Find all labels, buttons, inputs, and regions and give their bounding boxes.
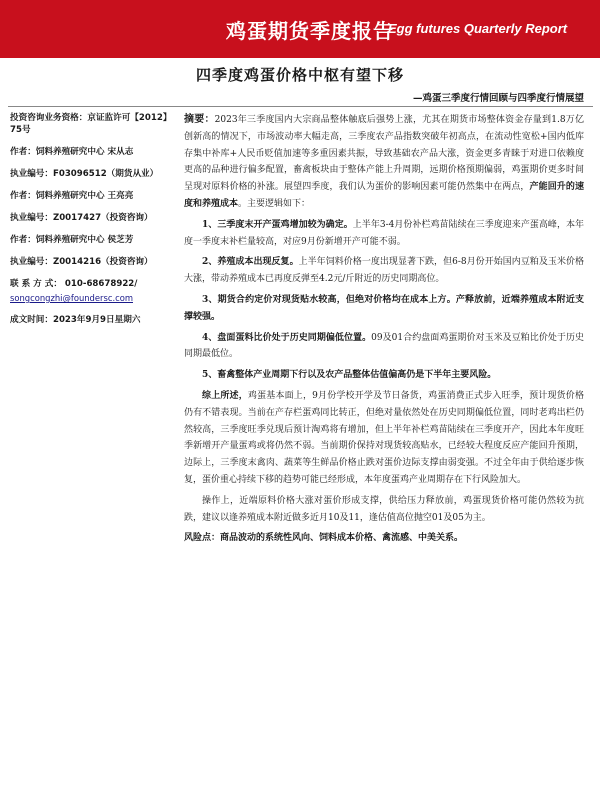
report-title: 四季度鸡蛋价格中枢有望下移: [195, 66, 404, 84]
point-1-bold: 1、三季度末开产蛋鸡增加较为确定。: [202, 219, 353, 230]
author-1: 作者：饲料养殖研究中心 宋从志: [10, 147, 134, 157]
report-subtitle: —鸡蛋三季度行情回顾与四季度行情展望: [412, 93, 584, 104]
abstract-text-a: 2023年三季度国内大宗商品整体触底后强势上涨，尤其在期货市场整体资金存量到1.8万亿创新高的情况下，市场波动率大幅走高，三季度农产品指数突破年初高点，在流动性宽松+国内低库存集中补库+人民币贬值加速等多重因素共振，导致基础农产品大涨，资金更多青睐于对进口依赖度更高的品种进行偏多配置，畜禽板块由于整体产能上升周期，远期价格预期偏弱，鸡蛋期价更多时间呈现对原料价格的补涨。展望四季度，我们认为蛋价的影响因素可能仍然集中在两点，: [184, 115, 584, 193]
contact-phone: 联 系 方 式： 010-68678922/: [10, 279, 138, 289]
point-4-text: 09及01合约盘面鸡蛋期价对玉米及豆粕比价处于历史同期最低位。: [184, 332, 585, 360]
point-1-text: 上半年3-4月份补栏鸡苗陆续在三季度迎来产蛋高峰，本年度一季度末补栏量较高，对应9月份新增开产可能不弱。: [184, 219, 584, 247]
point-5: [184, 367, 584, 384]
author-3-id: 执业编号：Z0014216（投资咨询）: [10, 257, 153, 267]
point-2-bold: 2、养殖成本出现反复。: [202, 257, 299, 268]
point-4-bold: 4、盘面蛋料比价处于历史同期偏低位置。: [202, 332, 372, 343]
report-body: [184, 112, 584, 551]
author-2: 作者：饲料养殖研究中心 王亮亮: [10, 191, 134, 201]
summary-bold: 综上所述，: [202, 390, 248, 401]
contact-email[interactable]: songcongzhi@foundersc.com: [10, 293, 133, 303]
author-sidebar: [10, 112, 174, 336]
report-series-title-cn: 鸡蛋期货季度报告: [226, 19, 394, 43]
point-2-text: 上半年饲料价格一度出现显著下跌，但6-8月份开始国内豆粕及玉米价格大涨，带动养殖成本已再度反弹至4.2元/斤附近的历史同期高位。: [184, 257, 585, 285]
report-series-title-en: Egg futures Quarterly Report: [388, 21, 568, 36]
license-info: 投资咨询业务资格：京证监许可【2012】75号: [10, 113, 172, 135]
header-banner: [0, 0, 600, 58]
report-date: 成文时间：2023年9月9日星期六: [10, 315, 141, 325]
point-2: [184, 254, 584, 288]
risk-text: 商品波动的系统性风向、饲料成本价格、禽流感、中美关系。: [220, 533, 464, 544]
operation: 操作上，近端原料价格大涨对蛋价形成支撑，供给压力释放前，鸡蛋现货价格可能仍然较为抗跌，建议以逢养殖成本附近做多近月10及11，逢估值高位抛空01及05为主。: [184, 495, 584, 523]
author-2-id: 执业编号：Z0017427（投资咨询）: [10, 213, 153, 223]
abstract: [184, 112, 584, 213]
point-3: [184, 292, 584, 326]
summary: [184, 388, 584, 489]
point-4: [184, 330, 584, 364]
abstract-text-b: 。主要逻辑如下：: [238, 198, 311, 209]
summary-text: 鸡蛋基本面上，9月份学校开学及节日备货，鸡蛋消费正式步入旺季，预计现货价格仍有不错表现。当前在产存栏蛋鸡同比转正，但绝对量依然处在历史同期偏低位置，同时老鸡出栏仍然较高，三季度旺季兑现后预计淘鸡将有增加，但上半年补栏鸡苗陆续在三季度开产，因此本年度旺季新增开产量蛋鸡或将仍然不弱。当前期价保持对现货较高贴水，已经较大程度反应产能回升预期，边际上，三季度末禽肉、蔬菜等生鲜品价格止跌对蛋价边际支撑由弱变强。不过全年由于供给逐步恢复，蛋价重心持续下移的趋势可能已经形成，本年度蛋鸡产业周期存在下行风险加大。: [184, 390, 584, 485]
point-1: [184, 217, 584, 251]
point-5-bold: 5、畜禽整体产业周期下行以及农产品整体估值偏高仍是下半年主要风险。: [202, 370, 497, 381]
author-1-id: 执业编号：F03096512（期货从业）: [10, 169, 159, 179]
risk-label: 风险点：: [184, 533, 221, 544]
title-divider: [8, 106, 593, 107]
point-3-bold: 3、期货合约定价对现货贴水较高，但绝对价格均在成本上方。产释放前，近端养殖成本附近支撑较强。: [184, 294, 584, 322]
risk: [184, 530, 584, 547]
abstract-label: 摘要：: [184, 114, 215, 125]
author-3: 作者：饲料养殖研究中心 侯芝芳: [10, 235, 134, 245]
abstract-bold: 产能回升的速度和养殖成本: [184, 182, 584, 209]
